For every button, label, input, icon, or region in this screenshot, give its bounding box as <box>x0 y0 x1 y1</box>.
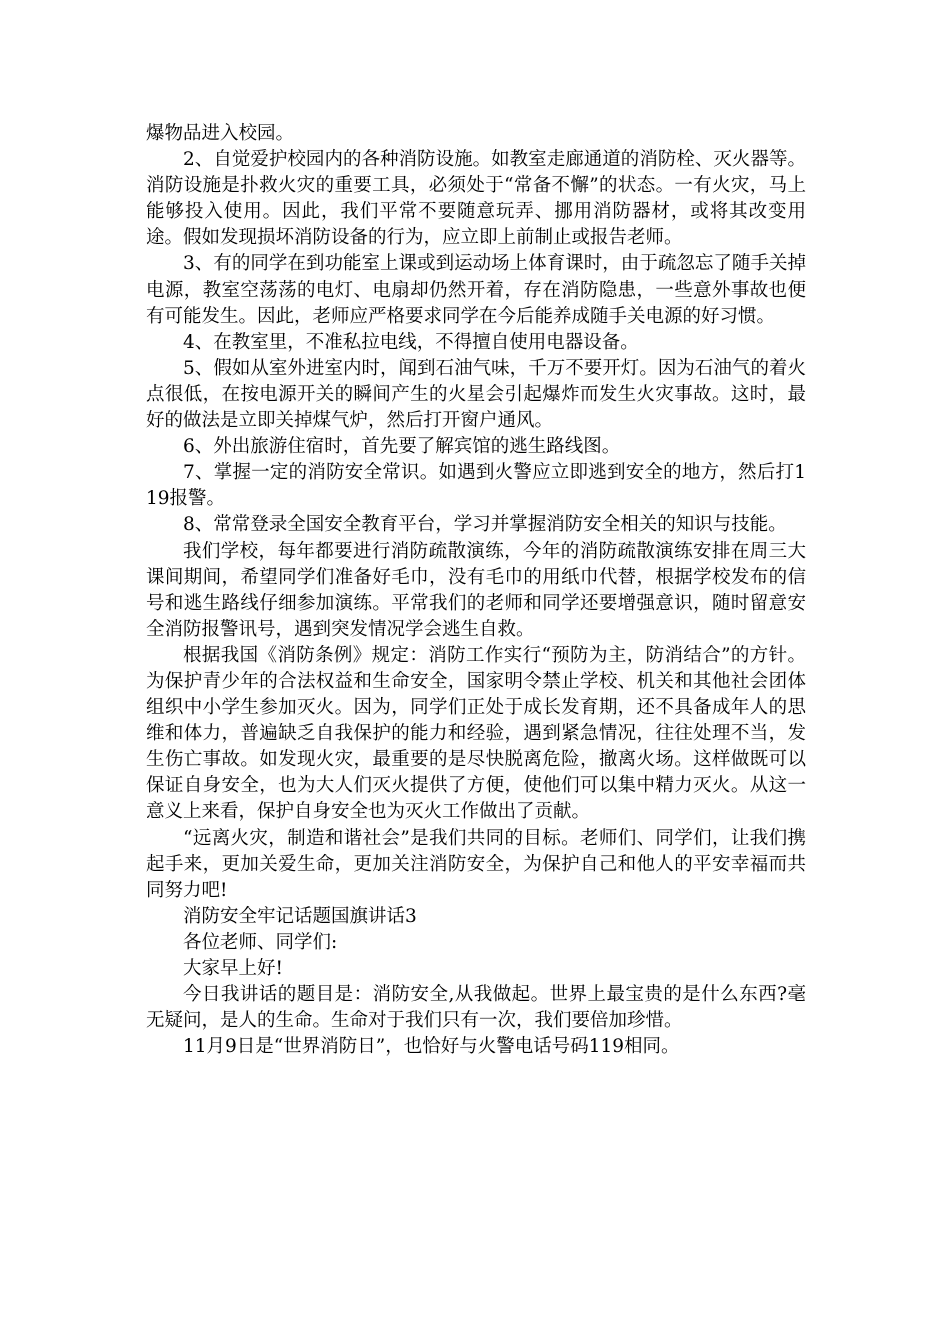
paragraph-conclusion: “远离火灾，制造和谐社会”是我们共同的目标。老师们、同学们，让我们携起手来，更加关爱生命，更加关注消防安全，为保护自己和他人的平安幸福而共同努力吧! <box>146 827 806 901</box>
paragraph-drill: 我们学校，每年都要进行消防疏散演练，今年的消防疏散演练安排在周三大课间期间，希望同学们准备好毛巾，没有毛巾的用纸巾代替，根据学校发布的信号和逃生路线仔细参加演练。平常我们的老师和同学还要增强意识，随时留意安全消防报警讯号，遇到突发情况学会逃生自救。 <box>146 540 806 640</box>
paragraph-item-3: 3、有的同学在到功能室上课或到运动场上体育课时，由于疏忽忘了随手关掉电源，教室空荡荡的电灯、电扇却仍然开着，存在消防隐患，一些意外事故也便有可能发生。因此，老师应严格要求同学在今后能养成随手关电源的好习惯。 <box>146 253 806 327</box>
paragraph-item-6: 6、外出旅游住宿时，首先要了解宾馆的逃生路线图。 <box>183 436 621 458</box>
paragraph-item-2: 2、自觉爱护校园内的各种消防设施。如教室走廊通道的消防栓、灭火器等。消防设施是扑救火灾的重要工具，必须处于“常备不懈”的状态。一有火灾，马上能够投入使用。因此，我们平常不要随意玩弄、挪用消防器材，或将其改变用途。假如发现损坏消防设备的行为，应立即上前制止或报告老师。 <box>146 149 806 249</box>
section-heading: 消防安全牢记话题国旗讲话3 <box>183 905 417 927</box>
greeting: 大家早上好! <box>183 958 283 979</box>
document-body <box>146 121 806 1060</box>
paragraph-item-5: 5、假如从室外进室内时，闻到石油气味，千万不要开灯。因为石油气的着火点很低，在按电源开关的瞬间产生的火星会引起爆炸而发生火灾事故。这时，最好的做法是立即关掉煤气炉，然后打开窗户通风。 <box>146 357 806 432</box>
paragraph-fire-day: 11月9日是“世界消防日”，也恰好与火警电话号码119相同。 <box>183 1036 680 1058</box>
paragraph-continuation: 爆物品进入校园。 <box>146 123 295 144</box>
paragraph-item-7: 7、掌握一定的消防安全常识。如遇到火警应立即逃到安全的地方，然后打119报警。 <box>146 462 806 510</box>
paragraph-speech-topic: 今日我讲话的题目是：消防安全,从我做起。世界上最宝贵的是什么东西?毫无疑问，是人的生命。生命对于我们只有一次，我们要倍加珍惜。 <box>146 984 806 1032</box>
paragraph-regulation: 根据我国《消防条例》规定：消防工作实行“预防为主，防消结合”的方针。为保护青少年的合法权益和生命安全，国家明令禁止学校、机关和其他社会团体组织中小学生参加灭火。因为，同学们正处于成长发育期，还不具备成年人的思维和体力，普遍缺乏自我保护的能力和经验，遇到紧急情况，往往处理不当，发生伤亡事故。如发现火灾，最重要的是尽快脱离危险，撤离火场。这样做既可以保证自身安全，也为大人们灭火提供了方便，使他们可以集中精力灭火。从这一意义上来看，保护自身安全也为灭火工作做出了贡献。 <box>146 644 806 823</box>
salutation: 各位老师、同学们: <box>183 931 338 953</box>
paragraph-item-4: 4、在教室里，不准私拉电线，不得擅自使用电器设备。 <box>183 331 639 353</box>
paragraph-item-8: 8、常常登录全国安全教育平台，学习并掌握消防安全相关的知识与技能。 <box>183 514 787 536</box>
